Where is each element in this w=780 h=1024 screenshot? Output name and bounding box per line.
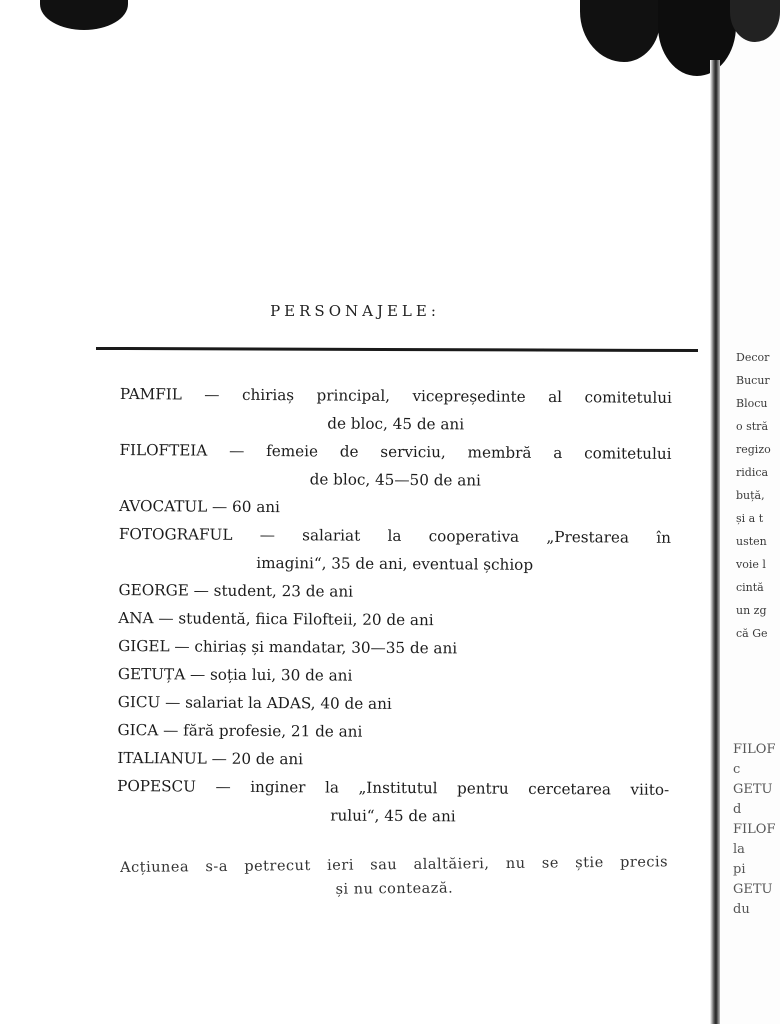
action-note-line: și nu contează.: [335, 880, 454, 898]
fragment-line: voie l: [736, 558, 766, 571]
character-entry-pamfil: [120, 380, 672, 440]
character-description: GETUȚA — soția lui, 30 de ani: [117, 664, 353, 685]
character-entry-ana: [118, 604, 670, 636]
character-entry-gicu: [118, 688, 670, 720]
fragment-line: o stră: [736, 420, 769, 433]
character-entry-filofteia: [119, 436, 671, 496]
fragment-line: d: [733, 802, 742, 817]
character-description: GICA — fără profesie, 21 de ani: [117, 720, 363, 741]
character-description-continued: rului“, 45 de ani: [330, 806, 456, 826]
character-entry-george: [118, 576, 670, 608]
fragment-line: GETU: [733, 782, 773, 797]
character-entry-fotograful: [119, 520, 671, 580]
character-description: GICU — salariat la ADAS, 40 de ani: [117, 692, 392, 713]
fragment-line: la: [733, 842, 745, 857]
character-description-continued: de bloc, 45—50 de ani: [309, 470, 482, 490]
character-description: GEORGE — student, 23 de ani: [118, 580, 354, 601]
next-page-fragment: [733, 740, 776, 920]
fragment-line: Decor: [736, 351, 770, 364]
fragment-line: usten: [736, 535, 767, 548]
fragment-line: și a t: [736, 512, 764, 525]
character-entry-popescu: [117, 772, 669, 832]
action-note: [120, 850, 668, 904]
character-entry-gigel: [118, 632, 670, 664]
fragment-line: buță,: [736, 489, 765, 502]
character-description: GIGEL — chiriaș și mandatar, 30—35 de ani: [118, 636, 458, 658]
fragment-line: du: [733, 902, 750, 917]
character-description: PAMFIL — chiriaș principal, vicepreședinte al comitetului: [119, 384, 672, 407]
character-description: FOTOGRAFUL — salariat la cooperativa „Prestarea în: [118, 524, 671, 547]
fragment-line: c: [733, 762, 741, 777]
fragment-line: cintă: [736, 581, 764, 594]
fragment-line: un zg: [736, 604, 767, 617]
fragment-line: pi: [733, 862, 746, 877]
page-title: PERSONAJELE:: [270, 302, 440, 320]
action-note-line: Acțiunea s-a petrecut ieri sau alaltăieri, nu se știe precis: [120, 854, 669, 876]
character-description-continued: imagini“, 35 de ani, eventual șchiop: [256, 553, 534, 574]
character-entry-avocatul: [119, 492, 671, 524]
character-description: ANA — studentă, fiica Filofteii, 20 de ani: [118, 608, 434, 630]
character-description-continued: de bloc, 45 de ani: [327, 414, 465, 434]
finger-shadow: [730, 0, 780, 42]
character-entry-getuta: [118, 660, 670, 692]
fragment-line: Blocu: [736, 397, 768, 410]
character-list: [117, 380, 672, 832]
fragment-line: Bucur: [736, 374, 770, 387]
book-spine: [710, 60, 720, 1024]
fragment-line: ridica: [736, 466, 769, 479]
fragment-line: regizo: [736, 443, 771, 456]
character-description: AVOCATUL — 60 ani: [119, 496, 281, 517]
character-entry-italianul: [117, 744, 669, 776]
fragment-line: că Ge: [736, 627, 768, 640]
character-description: FILOFTEIA — femeie de serviciu, membră a comitetului: [119, 440, 672, 463]
fragment-line: FILOF: [733, 742, 776, 757]
fragment-line: FILOF: [733, 822, 776, 837]
next-page-fragment: [736, 346, 771, 645]
character-entry-gica: [117, 716, 669, 748]
character-description: POPESCU — inginer la „Institutul pentru cercetarea viito-: [117, 776, 670, 799]
fragment-line: GETU: [733, 882, 773, 897]
character-description: ITALIANUL — 20 de ani: [117, 748, 304, 769]
